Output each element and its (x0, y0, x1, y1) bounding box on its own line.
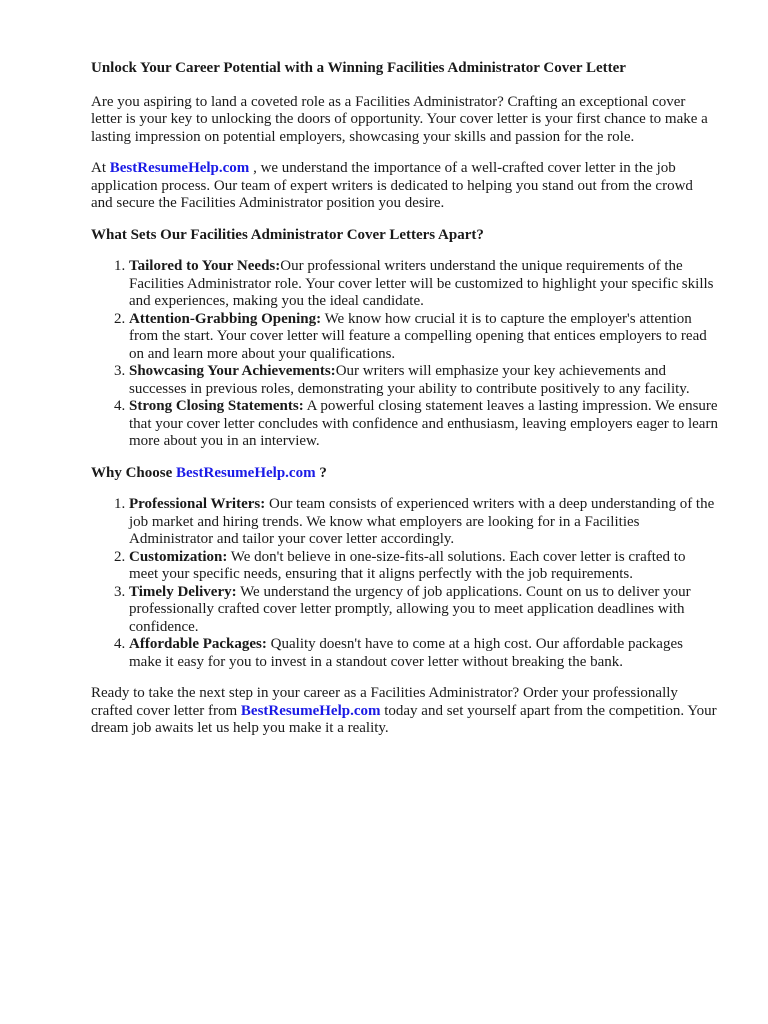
bestresumehelp-link[interactable]: BestResumeHelp.com (176, 464, 316, 481)
list-item (129, 549, 718, 584)
item-text: We know how crucial it is to capture the employer's attention from the start. Your cover letter will feature a compelling opening that entices employers to read on and learn more about your qualifications. (129, 310, 707, 362)
features-list (91, 258, 718, 451)
item-text: Our team consists of experienced writers with a deep understanding of the job market and hiring trends. We know what employers are looking for in a Facilities Administrator and tailor your cover letter accordingly. (129, 496, 715, 547)
item-text: We don't believe in one-size-fits-all solutions. Each cover letter is crafted to meet your specific needs, ensuring that it aligns perfectly with the job requirements. (129, 548, 686, 582)
item-text: We understand the urgency of job applications. Count on us to deliver your professionally crafted cover letter promptly, allowing you to meet application deadlines with confidence. (129, 583, 691, 635)
reasons-list (91, 496, 718, 671)
bestresumehelp-link[interactable]: BestResumeHelp.com (109, 160, 250, 176)
item-text: A powerful closing statement leaves a lasting impression. We ensure that your cover letter concludes with confidence and enthusiasm, leaving employers eager to learn more about you in an interview. (129, 398, 718, 449)
list-item (129, 258, 718, 311)
section1-heading: What Sets Our Facilities Administrator Cover Letters Apart? (91, 226, 484, 243)
list-item (129, 496, 718, 549)
intro-paragraph: Are you aspiring to land a coveted role as a Facilities Administrator? Crafting an exceptional cover letter is your key to unlocking the doors of opportunity. Your cover letter is your first chance to make a lasting impression on potential employers, showcasing your skills and passion for the role. (91, 93, 708, 145)
item-label: Customization: (129, 548, 228, 565)
closing-paragraph (91, 685, 718, 738)
list-item (129, 398, 718, 451)
closing-prefix: Ready to take the next step in your career as a Facilities Administrator? Order your professionally crafted cover letter from (91, 685, 678, 719)
about-paragraph (91, 160, 718, 213)
item-label: Showcasing Your Achievements: (129, 363, 336, 379)
about-prefix: At (91, 160, 110, 176)
list-item (129, 584, 718, 637)
bestresumehelp-link[interactable]: BestResumeHelp.com (240, 702, 381, 719)
item-label: Attention-Grabbing Opening: (129, 310, 322, 327)
about-suffix: , we understand the importance of a well-crafted cover letter in the job application process. Our team of expert writers is dedicated to helping you stand out from the crowd and secure the Facilities Administrator position you desire. (91, 160, 693, 211)
item-label: Timely Delivery: (129, 583, 237, 600)
item-label: Professional Writers: (129, 496, 266, 512)
section2-heading (91, 465, 718, 483)
item-label: Strong Closing Statements: (129, 398, 304, 414)
closing-suffix: today and set yourself apart from the competition. Your dream job awaits let us help you make it a reality. (91, 702, 717, 736)
item-label: Affordable Packages: (129, 636, 267, 652)
list-item (129, 311, 718, 364)
page-title: Unlock Your Career Potential with a Winning Facilities Administrator Cover Letter (91, 60, 626, 76)
list-item (129, 636, 718, 671)
item-text: Quality doesn't have to come at a high cost. Our affordable packages make it easy for you to invest in a standout cover letter without breaking the bank. (129, 636, 683, 670)
item-text: Our writers will emphasize your key achievements and successes in previous roles, demonstrating your ability to contribute positively to any facility. (129, 363, 690, 397)
section2-heading-prefix: Why Choose (91, 464, 177, 481)
section2-heading-suffix: ? (315, 464, 327, 481)
item-label: Tailored to Your Needs: (129, 258, 281, 274)
item-text: Our professional writers understand the unique requirements of the Facilities Administrator role. Your cover letter will be customized to highlight your specific skills and experiences, making you the ideal candidate. (129, 258, 714, 309)
list-item (129, 363, 718, 398)
